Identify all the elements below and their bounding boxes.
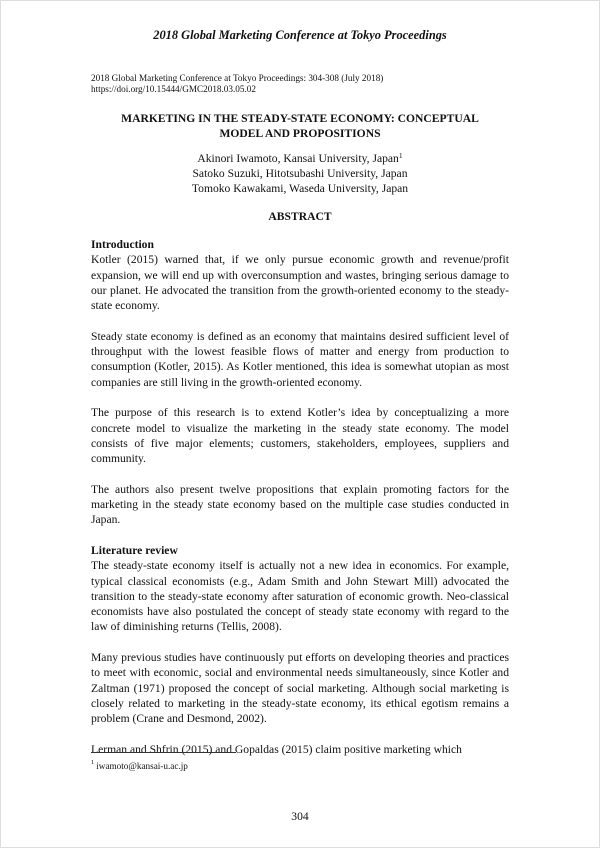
author-1-text: Akinori Iwamoto, Kansai University, Japan (197, 152, 399, 165)
paper-title-line-2: MODEL AND PROPOSITIONS (219, 127, 381, 140)
author-list (91, 151, 509, 196)
paragraph: The authors also present twelve propositions that explain promoting factors for the marketing in the steady state economy based on the multiple case studies conducted in Japan. (91, 482, 509, 527)
running-header: 2018 Global Marketing Conference at Tokyo Proceedings (153, 28, 447, 42)
footnote-mark[interactable]: 1 (398, 151, 403, 160)
section-heading-introduction: Introduction (91, 238, 154, 251)
abstract-heading: ABSTRACT (268, 210, 332, 223)
paragraph: Many previous studies have continuously put efforts on developing theories and practices to meet with economic, social and environmental needs simultaneously, since Kotler and Zaltman (1971) proposed the concept of social marketing. Although social marketing is closely related to marketing in the steady-state economy, its ethical egotism remains a problem (Crane and Desmond, 2002). (91, 651, 509, 726)
footnote (91, 761, 188, 771)
paper-title-line-1: MARKETING IN THE STEADY-STATE ECONOMY: CONCEPTUAL (121, 112, 479, 125)
section-heading-literature-review: Literature review (91, 543, 178, 557)
paper-title (91, 111, 509, 141)
author-1 (91, 151, 509, 166)
paragraph: Steady state economy is defined as an economy that maintains desired sufficient level of throughput with the lowest feasible flows of matter and energy from production to consumption (Kotler, 2015). As Kotler mentioned, this idea is somewhat utopian as most companies are still living in the growth-oriented economy. (91, 329, 509, 389)
footnote-number: 1 (91, 759, 95, 766)
footnote-divider (91, 752, 236, 753)
page-number: 304 (291, 810, 309, 823)
footnote-email[interactable]: iwamoto@kansai-u.ac.jp (96, 761, 188, 771)
paragraph: Kotler (2015) warned that, if we only pursue economic growth and revenue/profit expansion, we will end up with overconsumption and wastes, bringing serious damage to our planet. He advocated the transition from the growth-oriented economy to the steady-state economy. (91, 253, 509, 313)
author-2: Satoko Suzuki, Hitotsubashi University, Japan (192, 167, 408, 180)
paragraph: The steady-state economy itself is actually not a new idea in economics. For example, typical classical economists (e.g., Adam Smith and John Stewart Mill) advocated the transition to the steady-state economy after saturation of economic growth. Neo-classical economists have also postulated the concept of steady state economy with regard to the law of diminishing returns (Tellis, 2008). (91, 559, 509, 634)
author-3: Tomoko Kawakami, Waseda University, Japan (191, 182, 409, 195)
paragraph: The purpose of this research is to extend Kotler’s idea by conceptualizing a more concrete model to visualize the marketing in the steady state economy. The model consists of five major elements; customers, stakeholders, employees, suppliers and community. (91, 406, 509, 466)
paragraph: Lerman and Shfrin (2015) and Gopaldas (2015) claim positive marketing which (91, 742, 462, 756)
citation-line-1: 2018 Global Marketing Conference at Tokyo Proceedings: 304-308 (July 2018) (91, 73, 384, 83)
body-text (91, 237, 509, 757)
citation-block (91, 73, 383, 95)
doi-link[interactable]: https://doi.org/10.15444/GMC2018.03.05.02 (91, 84, 256, 94)
